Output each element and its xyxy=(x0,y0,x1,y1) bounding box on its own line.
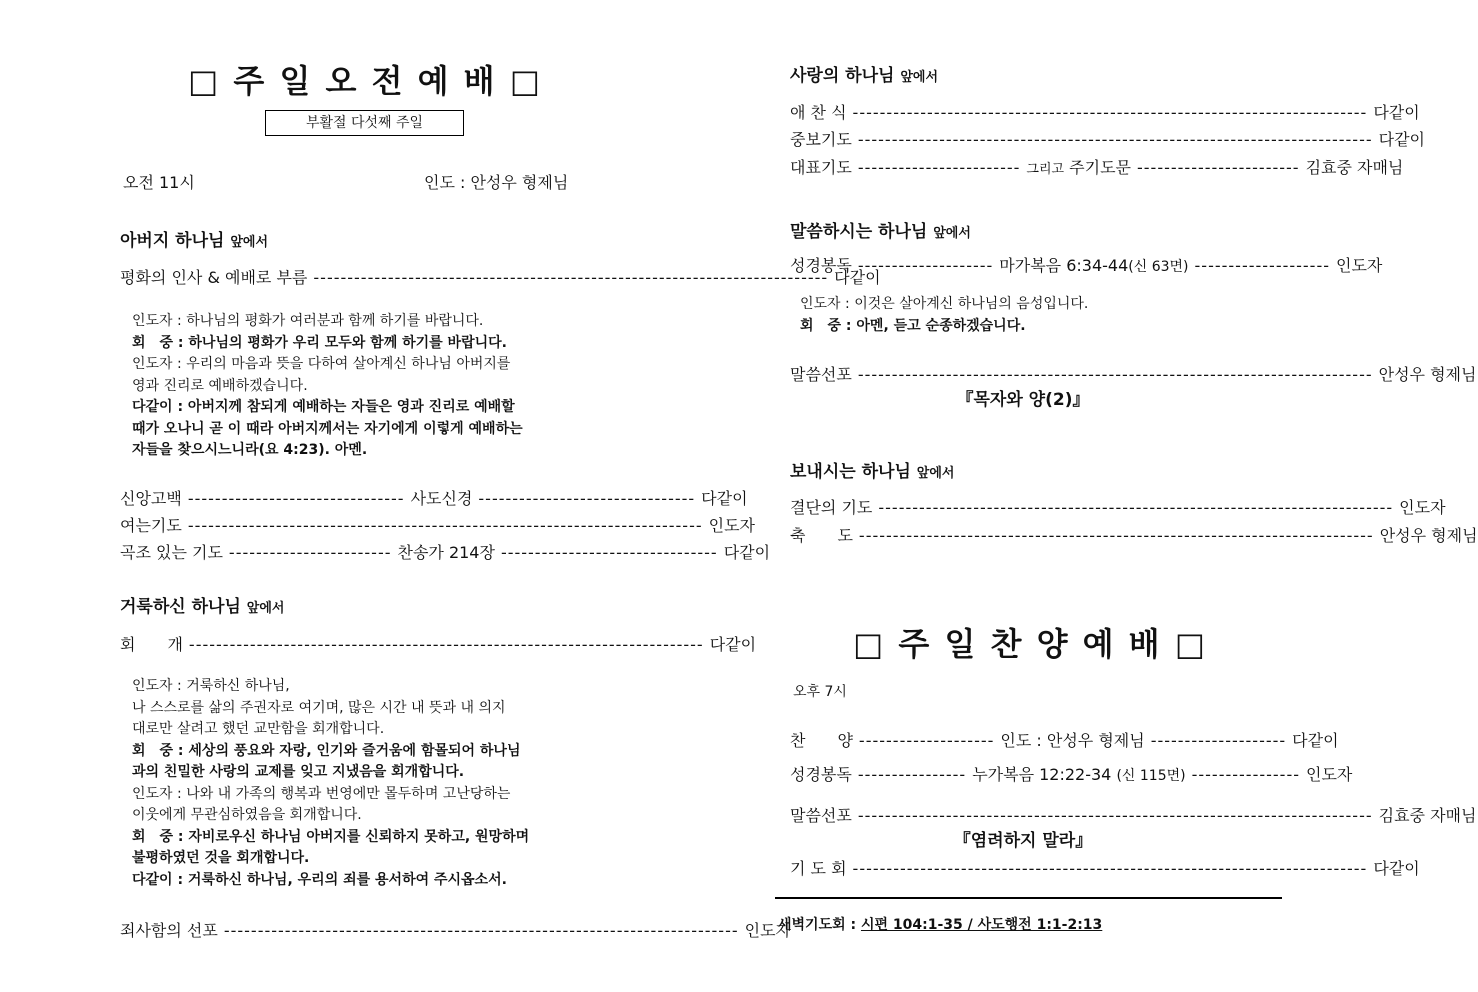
responsive-reading-2 xyxy=(132,676,529,891)
decision-prayer-row: 결단의 기도 ---------------------------------------------------------------------------- 인도자 xyxy=(790,498,1446,517)
reading-line: 회 중 : 세상의 풍요와 자랑, 인기와 즐거움에 함몰되어 하나님 xyxy=(132,742,521,759)
divider-line xyxy=(775,897,1282,899)
responsive-reading-1 xyxy=(132,311,523,462)
benediction-row: 축 도 ---------------------------------------------------------------------------- 안성우 형제님 xyxy=(790,526,1478,545)
creed-row: 신앙고백 -------------------------------- 사도신경 -------------------------------- 다같이 xyxy=(120,489,748,508)
reading-line: 다같이 : 아버지께 참되게 예배하는 자들은 영과 진리로 예배할 xyxy=(132,399,515,415)
sunday-subtitle-box: 부활절 다섯째 주일 xyxy=(265,110,464,136)
reading-line: 불평하였던 것을 회개합니다. xyxy=(132,850,310,866)
sermon-row: 말씀선포 ---------------------------------------------------------------------------- 안성우 형제님 xyxy=(790,365,1477,384)
intercession-row: 중보기도 ---------------------------------------------------------------------------- 다같이 xyxy=(790,130,1425,149)
section-holy: 거룩하신 하나님 앞에서 xyxy=(120,597,285,617)
prayer-meeting-row: 기 도 회 ---------------------------------------------------------------------------- 다같이 xyxy=(790,859,1420,878)
repentance-row: 회 개 ---------------------------------------------------------------------------- 다같이 xyxy=(120,635,757,654)
reading-line: 인도자 : 우리의 마음과 뜻을 다하여 살아계신 하나님 아버지를 xyxy=(132,356,511,372)
evening-sermon-row: 말씀선포 ---------------------------------------------------------------------------- 김효중 자매님 xyxy=(790,806,1477,825)
scripture-reading-row: 성경봉독 -------------------- 마가복음 6:34-44 (신 63면) -------------------- 인도자 xyxy=(790,256,1383,275)
hymn-prayer-row: 곡조 있는 기도 ------------------------ 찬송가 214장 -------------------------------- 다같이 xyxy=(120,543,771,562)
love-feast-row: 애 찬 식 ---------------------------------------------------------------------------- 다같이 xyxy=(790,103,1420,122)
dawn-prayer: 새벽기도회 : 시편 104:1-35 / 사도행전 1:1-2:13 xyxy=(778,917,1103,933)
reading-line: 회 중 : 하나님의 평화가 우리 모두와 함께 하기를 바랍니다. xyxy=(132,334,507,351)
reading-line: 자들을 찾으시느니라(요 4:23). 아멘. xyxy=(132,442,368,458)
service-leader: 인도 : 안성우 형제님 xyxy=(424,173,569,192)
reading-line: 인도자 : 거룩하신 하나님, xyxy=(132,678,290,694)
peace-greeting-row: 평화의 인사 & 예배로 부름 ---------------------------------------------------------------------------- 다같이 xyxy=(120,268,881,287)
section-love: 사랑의 하나님 앞에서 xyxy=(790,66,939,86)
reading-line: 영과 진리로 예배하겠습니다. xyxy=(132,377,308,394)
evening-time: 오후 7시 xyxy=(793,684,847,700)
responsive-reading-3 xyxy=(800,293,1088,337)
reading-line: 이웃에게 무관심하였음을 회개합니다. xyxy=(132,807,362,823)
evening-reading-row: 성경봉독 ---------------- 누가복음 12:22-34 (신 115면) ---------------- 인도자 xyxy=(790,765,1353,784)
reading-line: 회 중 : 자비로우신 하나님 아버지를 신뢰하지 못하고, 원망하며 xyxy=(132,828,530,845)
service-time: 오전 11시 xyxy=(123,173,195,192)
evening-sermon-title: 『염려하지 말라』 xyxy=(953,831,1093,851)
section-sending: 보내시는 하나님 앞에서 xyxy=(790,462,955,482)
praise-row: 찬 양 -------------------- 인도 : 안성우 형제님 -------------------- 다같이 xyxy=(790,731,1339,750)
reading-line: 과의 친밀한 사랑의 교제를 잊고 지냈음을 회개합니다. xyxy=(132,764,465,780)
evening-service-title: □ 주 일 찬 양 예 배 □ xyxy=(853,625,1207,663)
reading-line: 회 중 : 아멘, 듣고 순종하겠습니다. xyxy=(800,318,1026,334)
section-father: 아버지 하나님 앞에서 xyxy=(120,231,269,251)
reading-line: 나 스스로를 삶의 주권자로 여기며, 많은 시간 내 뜻과 내 의지 xyxy=(132,699,506,716)
reading-line: 인도자 : 하나님의 평화가 여러분과 함께 하기를 바랍니다. xyxy=(132,313,484,329)
reading-line: 인도자 : 이것은 살아계신 하나님의 음성입니다. xyxy=(800,296,1089,312)
opening-prayer-row: 여는기도 ---------------------------------------------------------------------------- 인도자 xyxy=(120,516,755,535)
sermon-title: 『목자와 양(2)』 xyxy=(956,390,1090,410)
reading-line: 다같이 : 거룩하신 하나님, 우리의 죄를 용서하여 주시옵소서. xyxy=(132,871,507,888)
section-word: 말씀하시는 하나님 앞에서 xyxy=(790,222,971,242)
absolution-row: 죄사함의 선포 ---------------------------------------------------------------------------- 인도자 xyxy=(120,921,791,940)
reading-line: 대로만 살려고 했던 교만함을 회개합니다. xyxy=(132,721,385,737)
reading-line: 인도자 : 나와 내 가족의 행복과 번영에만 몰두하며 고난당하는 xyxy=(132,785,511,802)
morning-service-title: □ 주 일 오 전 예 배 □ xyxy=(188,62,542,100)
representative-prayer-row: 대표기도 ------------------------ 그리고 주기도문 ------------------------ 김효중 자매님 xyxy=(790,158,1404,177)
reading-line: 때가 오나니 곧 이 때라 아버지께서는 자기에게 이렇게 예배하는 xyxy=(132,420,523,437)
